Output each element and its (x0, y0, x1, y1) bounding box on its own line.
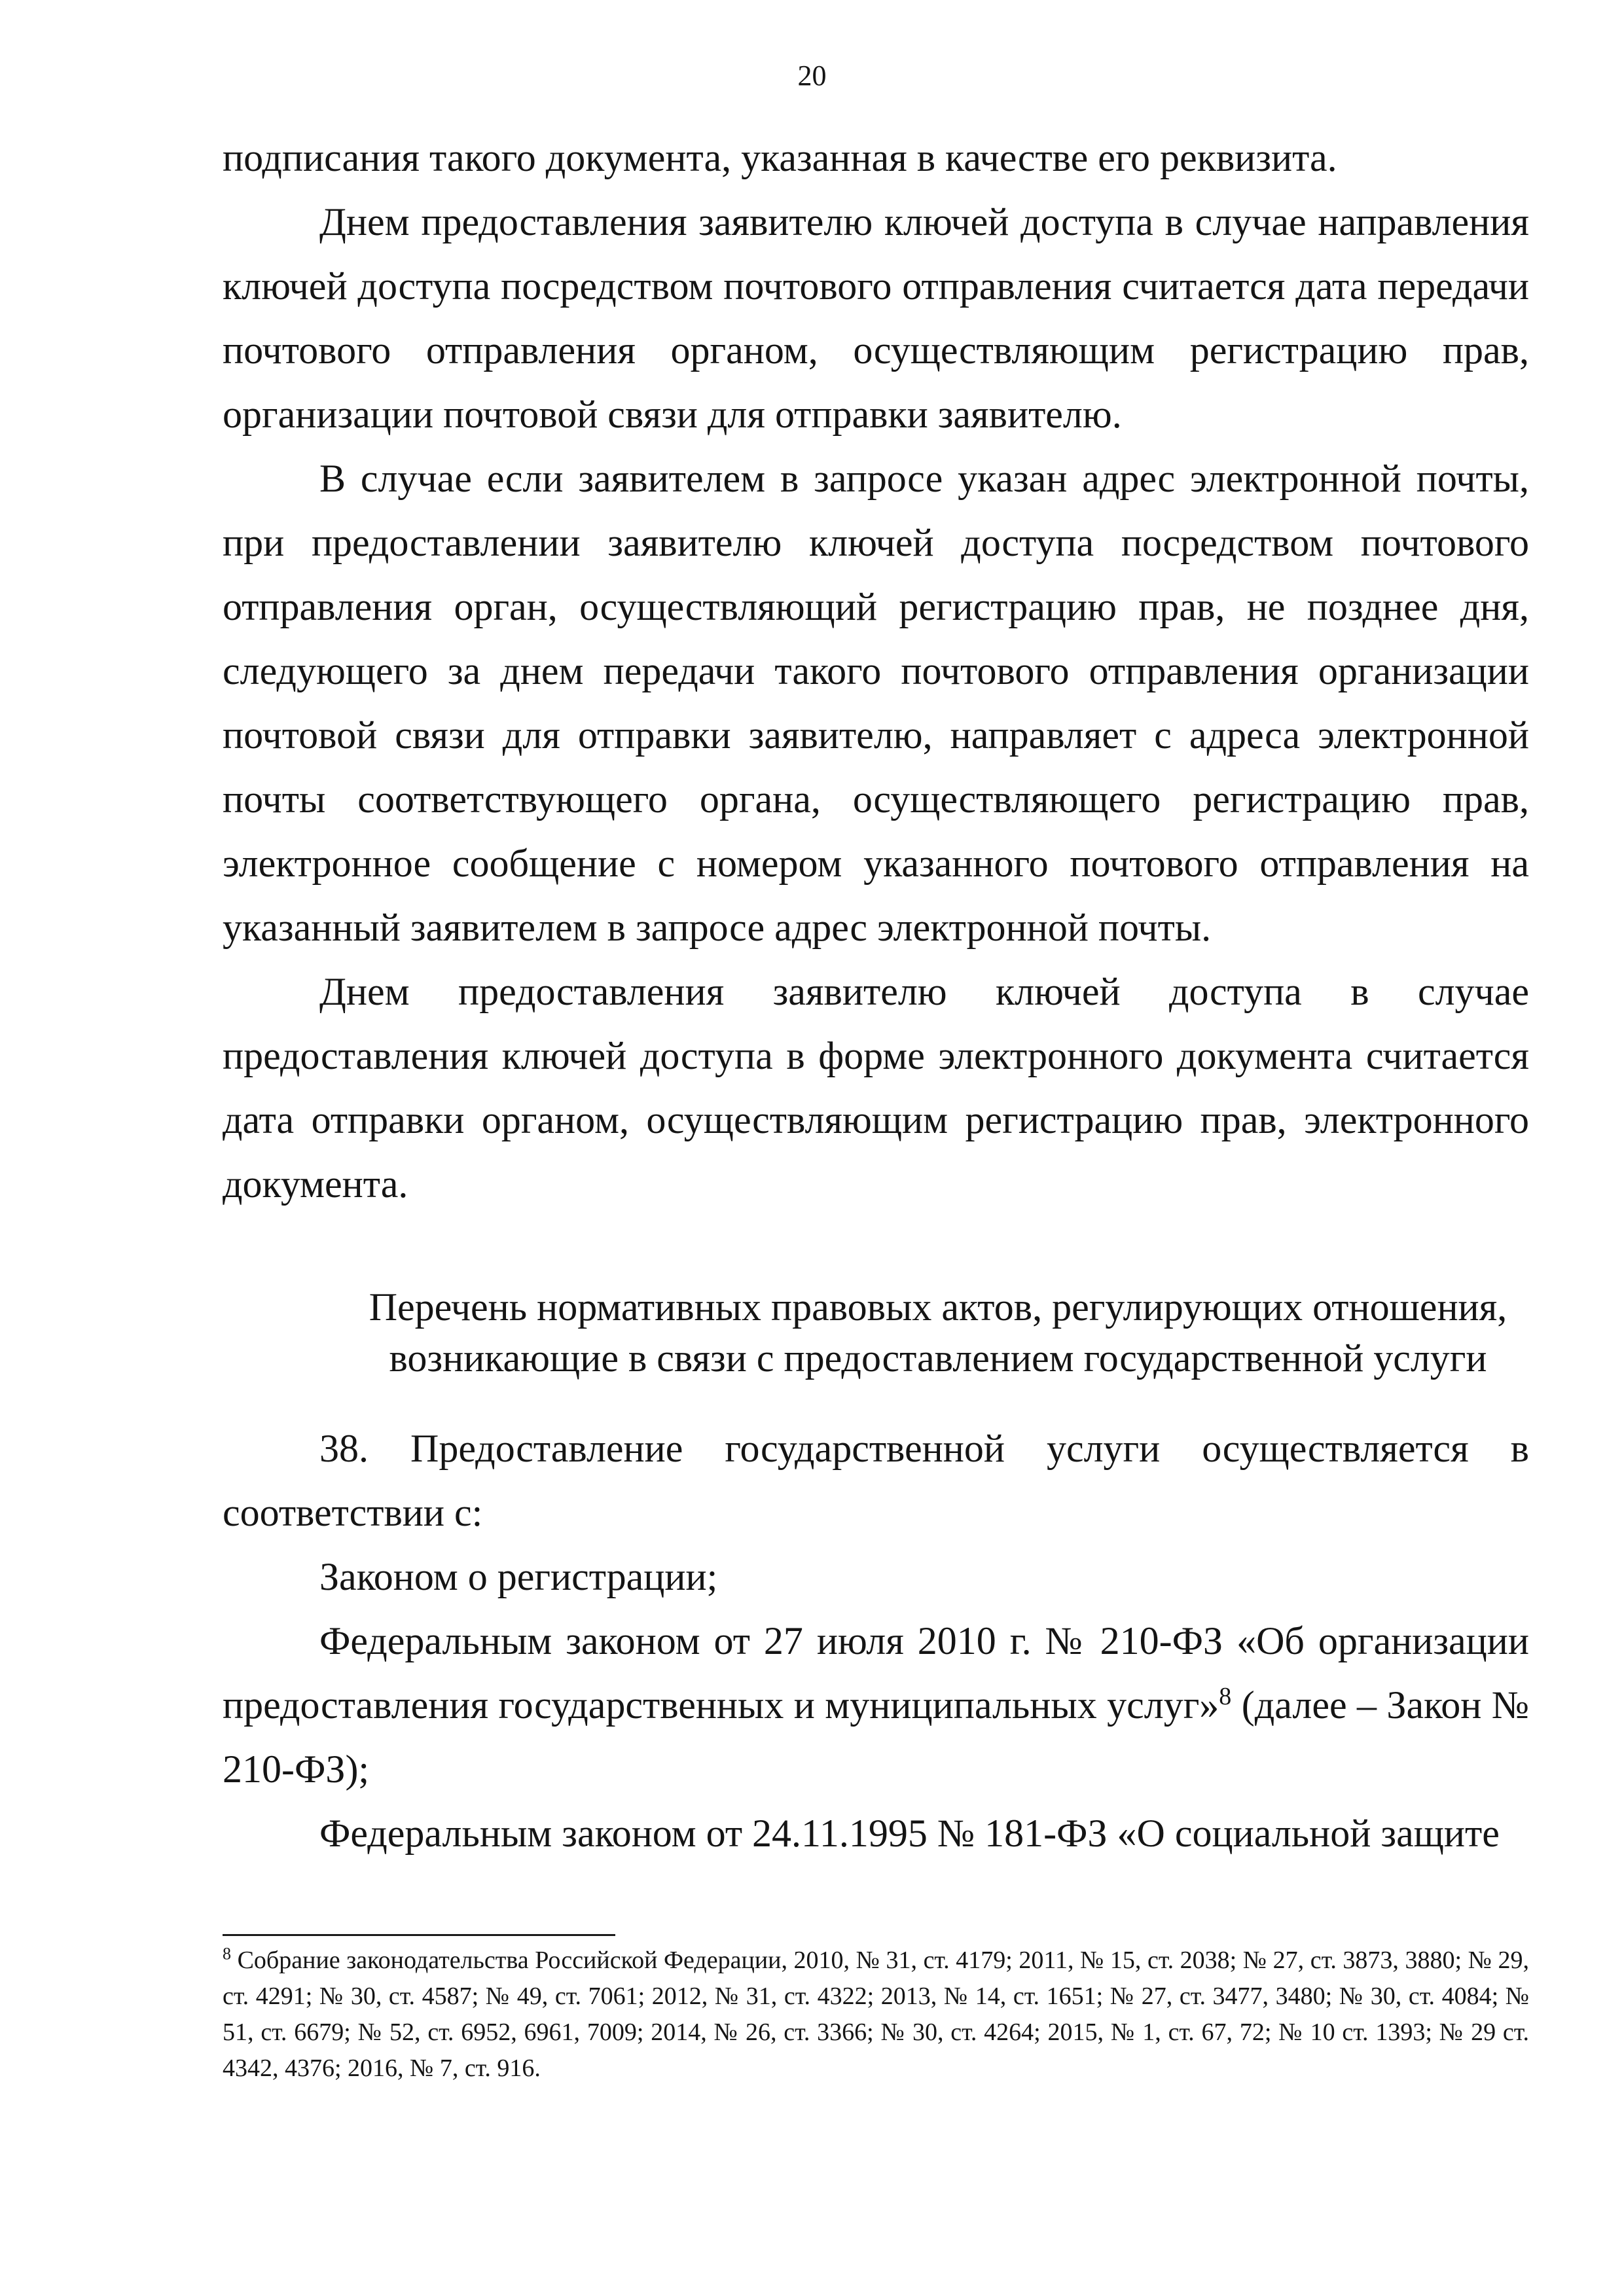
section-heading-line-1: Перечень нормативных правовых актов, регулирующих отношения, (369, 1285, 1507, 1329)
spacer (223, 1384, 1529, 1416)
spacer (223, 1216, 1529, 1282)
paragraph-electronic-delivery-date: Днем предоставления заявителю ключей доступа в случае предоставления ключей доступа в форме электронного документа считается дата отправки органом, осуществляющим регистрацию прав, электронного документа. (223, 970, 1529, 1206)
section-heading-line-2: возникающие в связи с предоставлением государственной услуги (389, 1336, 1487, 1380)
footnote-reference: 8 (1219, 1683, 1232, 1710)
paragraph-continuation: подписания такого документа, указанная в качестве его реквизита. (223, 136, 1337, 179)
law-registration: Законом о регистрации; (319, 1555, 718, 1598)
law-210-fz (223, 1609, 1529, 1801)
law-210-tail: (далее – Закон № 210-ФЗ); (223, 1683, 1529, 1791)
item-38: 38. Предоставление государственной услуги осуществляется в соответствии с: (223, 1427, 1529, 1534)
page-number: 20 (797, 60, 827, 92)
law-210-text: Федеральным законом от 27 июля 2010 г. № 210-ФЗ «Об организации предоставления государственных и муниципальных услуг» (223, 1619, 1529, 1727)
paragraph-postal-delivery-date: Днем предоставления заявителю ключей доступа в случае направления ключей доступа посредством почтового отправления считается дата передачи почтового отправления органом, осуществляющим регистрацию прав, организации почтовой связи для отправки заявителю. (223, 200, 1529, 436)
law-181-fz: Федеральным законом от 24.11.1995 № 181-ФЗ «О социальной защите (319, 1812, 1500, 1855)
document-body (223, 126, 1529, 1865)
footnote-marker: 8 (223, 1944, 231, 1964)
footnote (223, 1943, 1529, 2087)
paragraph-email-notification: В случае если заявителем в запросе указан адрес электронной почты, при предоставлении заявителю ключей доступа посредством почтового отправления орган, осуществляющий регистрацию прав, не позднее дня, следующего за днем передачи такого почтового отправления организации почтовой связи для отправки заявителю, направляет с адреса электронной почты соответствующего органа, осуществляющего регистрацию прав, электронное сообщение с номером указанного почтового отправления на указанный заявителем в запросе адрес электронной почты. (223, 457, 1529, 949)
footnote-divider (223, 1934, 615, 1936)
footnote-text: Собрание законодательства Российской Федерации, 2010, № 31, ст. 4179; 2011, № 15, ст. 2038; № 27, ст. 3873, 3880; № 29, ст. 4291; № 30, ст. 4587; № 49, ст. 7061; 2012, № 31, ст. 4322; 2013, № 14, ст. 1651; № 27, ст. 3477, 3480; № 30, ст. 4084; № 51, ст. 6679; № 52, ст. 6952, 6961, 7009; 2014, № 26, ст. 3366; № 30, ст. 4264; 2015, № 1, ст. 67, 72; № 10 ст. 1393; № 29 ст. 4342, 4376; 2016, № 7, ст. 916. (223, 1946, 1529, 2082)
